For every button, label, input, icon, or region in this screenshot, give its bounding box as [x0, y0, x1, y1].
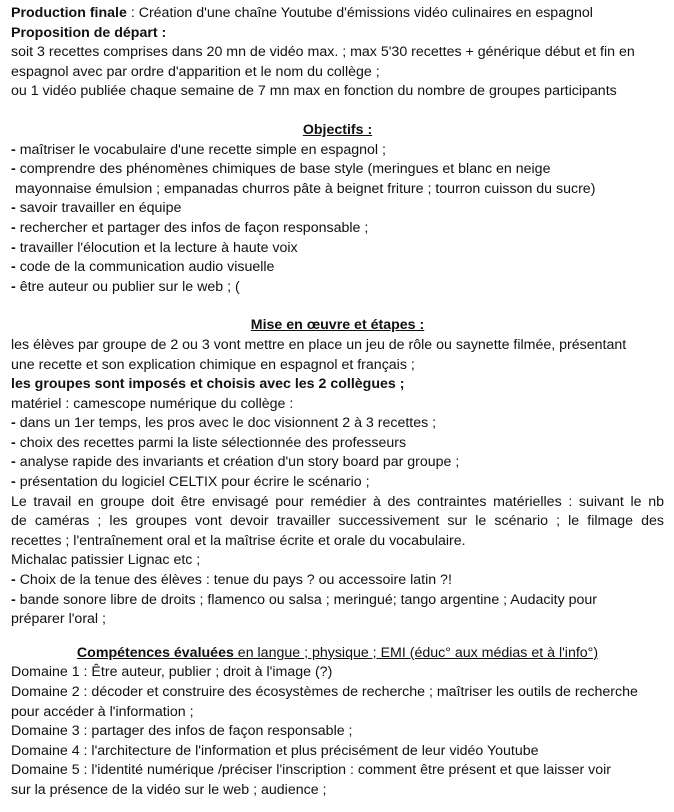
travail-line-2: de caméras ; les groupes vont devoir travailler successivement sur le scénario ; le filmage des — [11, 513, 664, 530]
objectif-item: - code de la communication audio visuelle — [11, 259, 275, 276]
domaine-line: Domaine 2 : décoder et construire des écosystèmes de recherche ; maîtriser les outils de recherche — [11, 684, 638, 700]
depart-line-1: soit 3 recettes comprises dans 20 mn de vidéo max. ; max 5'30 recettes + générique début et fin en — [11, 44, 635, 61]
competences-heading-rest: en langue ; physique ; EMI (éduc° aux médias et à l'info°) — [233, 644, 599, 661]
step-item: - choix des recettes parmi la liste sélectionnée des professeurs — [11, 434, 407, 451]
domaine-line: Domaine 5 : l'identité numérique /préciser l'inscription : comment être présent et que laisser voir — [11, 762, 611, 779]
step-item: - analyse rapide des invariants et création d'un story board par groupe ; — [11, 454, 460, 471]
step-item: - présentation du logiciel CELTIX pour écrire le scénario ; — [11, 474, 370, 491]
production-finale-label: Production finale — [11, 5, 127, 21]
production-finale-line — [11, 4, 664, 24]
travail-line-1: Le travail en groupe doit être envisagé pour remédier à des contraintes matérielles : suivant le nb — [11, 493, 664, 510]
proposition-depart-label: Proposition de départ : — [11, 24, 167, 41]
domaine-line: pour accéder à l'information ; — [11, 703, 194, 720]
michalac-line: Michalac patissier Lignac etc ; — [11, 552, 201, 569]
depart-line-3: ou 1 vidéo publiée chaque semaine de 7 mn max en fonction du nombre de groupes participants — [11, 83, 617, 100]
travail-line-3: recettes ; l'entraînement oral et la maîtrise écrite et orale du vocabulaire. — [11, 532, 466, 549]
objectif-item: - savoir travailler en équipe — [11, 200, 182, 217]
depart-line-2: espagnol avec par ordre d'apparition et le nom du collège ; — [11, 63, 380, 80]
domaine-line: Domaine 4 : l'architecture de l'information et plus précisément de leur vidéo Youtube — [11, 742, 539, 759]
mise-p1-line-1: les élèves par groupe de 2 ou 3 vont mettre en place un jeu de rôle ou saynette filmée, présentant — [11, 336, 627, 353]
domaine-line: sur la présence de la vidéo sur le web ; audience ; — [11, 781, 327, 798]
competences-heading-bold: Compétences évaluées — [76, 644, 234, 661]
competences-heading — [11, 644, 664, 664]
objectif-item: - travailler l'élocution et la lecture à haute voix — [11, 239, 298, 256]
domaine-line: Domaine 1 : Être auteur, publier ; droit à l'image (?) — [11, 664, 333, 681]
objectifs-heading: Objectifs : — [302, 121, 373, 138]
objectif-continuation: mayonnaise émulsion ; empanadas churros pâte à beignet friture ; tourron cuisson du sucre) — [15, 180, 596, 197]
materiel-line: matériel : camescope numérique du collège : — [11, 395, 294, 412]
mise-p1-line-2: une recette et son explication chimique en espagnol et français ; — [11, 356, 415, 373]
tenue-item: - Choix de la tenue des élèves : tenue du pays ? ou accessoire latin ?! — [11, 572, 452, 589]
objectif-item: - être auteur ou publier sur le web ; ( — [11, 278, 240, 295]
domaine-line: Domaine 3 : partager des infos de façon responsable ; — [11, 723, 353, 740]
step-item: - dans un 1er temps, les pros avec le doc visionnent 2 à 3 recettes ; — [11, 415, 437, 432]
bande-sonore-continuation: préparer l'oral ; — [11, 611, 106, 628]
groupes-imposes: les groupes sont imposés et choisis avec les 2 collègues ; — [11, 376, 405, 393]
objectif-item: - comprendre des phénomènes chimiques de base style (meringues et blanc en neige — [11, 161, 551, 178]
bande-sonore-item: - bande sonore libre de droits ; flamenco ou salsa ; meringué; tango argentine ; Audacity pour — [11, 591, 598, 608]
objectif-item: - rechercher et partager des infos de façon responsable ; — [11, 219, 369, 236]
objectif-item: - maîtriser le vocabulaire d'une recette simple en espagnol ; — [11, 141, 386, 158]
mise-en-oeuvre-heading: Mise en œuvre et étapes : — [250, 317, 425, 334]
production-finale-text: : Création d'une chaîne Youtube d'émissions vidéo culinaires en espagnol — [126, 5, 593, 21]
